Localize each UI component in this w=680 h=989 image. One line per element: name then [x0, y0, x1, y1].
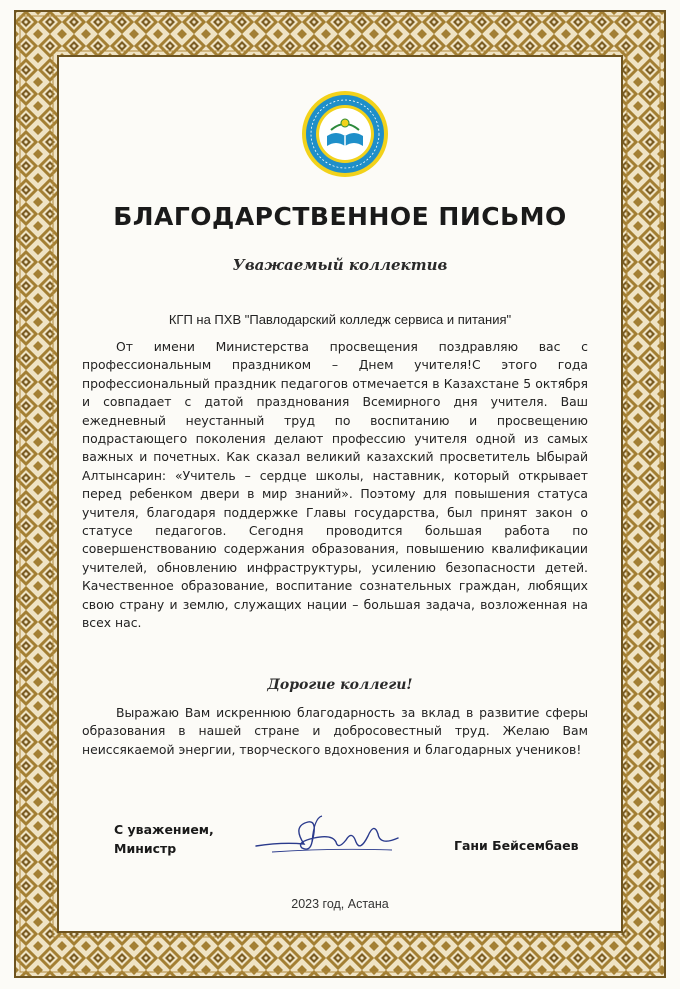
date-place: 2023 год, Астана [291, 897, 389, 911]
ministry-emblem-icon [301, 90, 389, 178]
thanks-paragraph [82, 704, 588, 759]
main-paragraph [82, 338, 588, 633]
colleagues-heading: Дорогие коллеги! [267, 677, 413, 693]
recipient-organization: КГП на ПХВ "Павлодарский колледж сервиса и питания" [168, 312, 512, 327]
closing-respect: С уважением, [114, 822, 214, 837]
salutation: Уважаемый коллектив [232, 256, 448, 274]
thanks-paragraph-text: Выражаю Вам искреннюю благодарность за вклад в развитие сферы образования в нашей стране и добросовестный труд. Желаю Вам неиссякаемой энергии, творческого вдохновения и благодарных учеников! [82, 705, 588, 757]
letter-title: БЛАГОДАРСТВЕННОЕ ПИСЬМО [113, 202, 567, 231]
signer-name: Гани Бейсембаев [454, 838, 579, 853]
closing-block [114, 820, 214, 858]
main-paragraph-text: От имени Министерства просвещения поздравляю вас с профессиональным праздником – Днем учителя!С этого года профессиональный праздник педагогов отмечается в Казахстане 5 октября и совпадает с датой празднования Всемирного дня учителя. Ваш ежедневный неустанный труд по воспитанию и просвещению подрастающего поколения делают профессию учителя одной из самых важных и почетных. Как сказал великий казахский просветитель Ыбырай Алтынсарин: «Учитель – сердце школы, наставник, который открывает перед ребенком двери в мир знаний». Поэтому для повышения статуса учителя, благодаря поддержке Главы государства, был принят закон о статусе педагогов. Сегодня проводится большая работа по совершенствованию содержания образования, повышению квалификации учителей, обновлению инфраструктуры, усилению безопасности детей. Качественное образование, воспитание сознательных граждан, любящих свою страну и землю, служащих нации – большая задача, возложенная на всех нас. [82, 339, 588, 631]
letter-content [62, 60, 618, 928]
signature-icon [252, 812, 402, 862]
signer-position: Министр [114, 841, 177, 856]
